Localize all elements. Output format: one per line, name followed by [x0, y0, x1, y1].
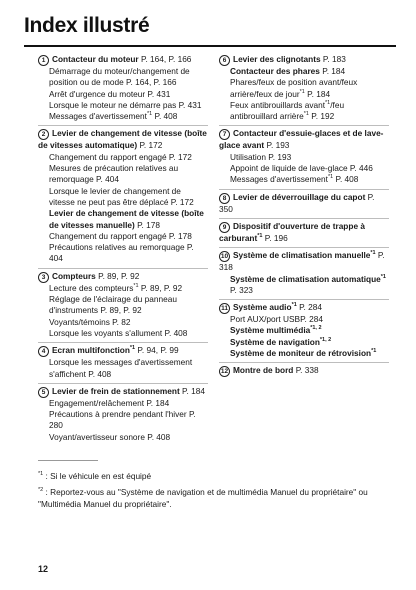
footnote-mark: *2: [38, 487, 44, 494]
footnote-text: : Si le véhicule en est équipé: [43, 471, 152, 481]
index-section-6: [219, 54, 389, 122]
entry-label: Lorsque le moteur ne démarre pas P. 431: [49, 99, 202, 110]
entry-label: Contacteur du moteur: [52, 54, 139, 64]
index-entry: [219, 337, 389, 348]
index-entry: [38, 283, 208, 294]
index-entry: [38, 89, 208, 100]
entry-label: Port AUX/port USBP. 284: [230, 314, 324, 325]
section-number-badge: 2: [38, 129, 49, 140]
footnote-mark: *1: [146, 111, 153, 118]
page-reference: P. 323: [230, 284, 253, 295]
page-reference: P. 350: [219, 191, 375, 214]
entry-label: Messages d'avertissement: [230, 174, 328, 185]
entry-label: Lorsque les messages d'avertissement s'affichent P. 408: [49, 357, 193, 379]
page-reference: /feu antibrouillard arrière: [230, 99, 345, 122]
entry-label: Ecran multifonction: [52, 345, 130, 356]
section-heading: [219, 128, 389, 151]
index-right-column: [219, 54, 389, 380]
page-reference: P. 184: [319, 66, 346, 76]
index-entry: [219, 152, 389, 163]
page-reference: P. 408: [152, 111, 178, 122]
footnote: [38, 487, 388, 510]
index-entry: [38, 398, 208, 409]
entry-label: Contacteur des phares: [230, 66, 320, 76]
section-heading: [38, 345, 208, 357]
page-reference: P. 164, P. 166: [138, 54, 192, 64]
page-reference: P. 94, P. 99: [135, 345, 179, 356]
index-entry: [219, 348, 389, 359]
index-entry: [38, 328, 208, 339]
footnote-mark: *1: [370, 250, 376, 257]
section-heading: [219, 54, 389, 66]
section-heading: [219, 365, 389, 377]
entry-label: Changement du rapport engagé P. 178: [49, 230, 192, 241]
section-number-badge: 5: [38, 387, 49, 398]
index-section-9: [219, 218, 389, 244]
index-entry: [219, 66, 389, 77]
entry-label: Lecture des compteurs: [49, 282, 134, 293]
section-heading: [219, 192, 389, 215]
index-entry: [38, 432, 208, 443]
page-reference: P. 193: [264, 140, 290, 151]
section-number-badge: 8: [219, 193, 230, 204]
entry-label: Levier de changement de vitesse (boîte de vitesses automatique): [38, 128, 207, 151]
footnote-mark: *1: [380, 273, 386, 280]
entry-label: Système audio: [233, 302, 292, 313]
section-number-badge: 11: [219, 303, 230, 314]
footnote-mark: *1: [291, 302, 297, 309]
entry-label: Changement du rapport engagé P. 172: [49, 151, 192, 162]
entry-label: Levier de déverrouillage du capot: [233, 191, 366, 202]
page-reference: P. 89, P. 92: [95, 270, 140, 281]
index-section-3: [38, 268, 208, 339]
index-entry: [219, 77, 389, 100]
footnote-mark: *1: [38, 471, 44, 478]
index-entry: [38, 208, 208, 231]
section-number-badge: 7: [219, 129, 230, 140]
entry-label: Système de moniteur de rétrovision: [230, 348, 372, 359]
index-entry: [38, 100, 208, 111]
entry-label: Arrêt d'urgence du moteur P. 431: [49, 88, 171, 99]
page-reference: P. 318: [219, 250, 385, 273]
title-divider: [24, 45, 396, 47]
index-left-column: [38, 54, 208, 446]
page-reference: P. 178: [134, 219, 161, 230]
footnotes: [38, 471, 388, 515]
section-heading: [38, 128, 208, 151]
entry-label: Phares/feux de position avant/feux arrière/feux de jour: [230, 77, 358, 99]
page-reference: P. 89, P. 92: [138, 282, 183, 293]
footnote-mark: *1: [129, 345, 136, 352]
entry-label: Réglage de l'éclairage du panneau d'instruments P. 89, P. 92: [49, 294, 177, 316]
index-entry: [219, 163, 389, 174]
index-entry: [38, 152, 208, 163]
entry-label: Voyants/témoins P. 82: [49, 316, 131, 327]
page-title: Index illustré: [24, 14, 150, 37]
index-entry: [219, 174, 389, 185]
section-heading: [219, 221, 389, 244]
index-entry: [38, 317, 208, 328]
page-reference: P. 284: [296, 302, 322, 313]
footnote-mark: *1, 2: [319, 336, 332, 343]
footnote-mark: *1: [303, 111, 309, 118]
index-section-7: [219, 125, 389, 185]
entry-label: Système de climatisation manuelle: [233, 250, 371, 261]
entry-label: Lorsque le levier de changement de vitesse ne peut pas être déplacé P. 172: [49, 185, 194, 207]
footnote-mark: *1: [299, 88, 305, 95]
page-number: 12: [38, 564, 49, 574]
entry-label: Contacteur d'essuie-glaces et de lave-glace avant: [219, 128, 384, 151]
index-entry: [38, 66, 208, 89]
footnote-mark: *1: [133, 282, 139, 289]
entry-label: Système de navigation: [230, 336, 320, 347]
index-entry: [38, 111, 208, 122]
entry-label: Feux antibrouillards avant: [230, 99, 326, 110]
section-heading: [219, 302, 389, 314]
entry-label: Appoint de liquide de lave-glace P. 446: [230, 163, 373, 174]
footnote-mark: *1: [327, 174, 334, 181]
section-heading: [38, 271, 208, 283]
entry-label: Précautions relatives au remorquage P. 404: [49, 242, 194, 264]
index-entry: [38, 409, 208, 432]
entry-label: Compteurs: [52, 270, 96, 281]
section-number-badge: 6: [219, 55, 230, 66]
section-number-badge: 9: [219, 222, 230, 233]
page-reference: P. 192: [309, 111, 335, 122]
entry-label: Voyant/avertisseur sonore P. 408: [49, 431, 171, 442]
entry-label: Engagement/relâchement P. 184: [49, 397, 170, 408]
footnote-mark: *1: [325, 100, 331, 107]
section-heading: [219, 250, 389, 273]
page-reference: P. 184: [304, 88, 331, 99]
entry-label: Lorsque les voyants s'allument P. 408: [49, 327, 188, 338]
section-number-badge: 4: [38, 346, 49, 357]
index-section-1: [38, 54, 208, 122]
footnote-mark: *1: [371, 348, 377, 355]
index-entry: [38, 357, 208, 380]
index-section-5: [38, 383, 208, 443]
entry-label: Précautions à prendre pendant l'hiver P. 280: [49, 409, 196, 431]
page-reference: P. 338: [293, 365, 319, 376]
entry-label: Système de climatisation automatique: [230, 273, 381, 284]
footnote-divider: [38, 460, 98, 461]
index-section-10: [219, 247, 389, 296]
section-heading: [38, 386, 208, 398]
entry-label: Dispositif d'ouverture de trappe à carburant: [219, 220, 365, 243]
index-section-12: [219, 362, 389, 377]
entry-label: Levier des clignotants: [233, 54, 321, 64]
footnote-mark: *1, 2: [310, 325, 322, 332]
index-entry: [38, 186, 208, 209]
entry-label: Levier de changement de vitesse (boîte de vitesses manuelle): [49, 208, 204, 230]
index-section-8: [219, 189, 389, 215]
entry-label: Levier de frein de stationnement: [52, 385, 180, 396]
page-reference: P. 184: [179, 385, 205, 396]
entry-label: Système multimédia: [230, 325, 311, 336]
section-number-badge: 10: [220, 253, 229, 261]
entry-label: Montre de bord: [233, 365, 294, 376]
footnote: [38, 471, 388, 482]
page-reference: P. 196: [262, 232, 288, 243]
page-reference: P. 172: [137, 140, 163, 151]
page-reference: P. 183: [320, 54, 346, 64]
index-entry: [219, 325, 389, 336]
footnote-text: : Reportez-vous au "Système de navigation et de multimédia Manuel du propriétaire" ou "Multimédia Manuel du propriétaire".: [38, 487, 368, 509]
index-entry: [219, 314, 389, 325]
index-section-11: [219, 299, 389, 359]
index-section-4: [38, 342, 208, 380]
index-entry: [38, 242, 208, 265]
page-reference: P. 408: [333, 174, 359, 185]
index-entry: [38, 294, 208, 317]
section-number-badge: 1: [38, 55, 49, 66]
index-entry: [219, 274, 389, 297]
index-entry: [38, 163, 208, 186]
entry-label: Utilisation P. 193: [230, 151, 292, 162]
footnote-mark: *1: [257, 233, 263, 240]
entry-label: Démarrage du moteur/changement de position ou de mode P. 164, P. 166: [49, 66, 190, 88]
index-section-2: [38, 125, 208, 264]
index-entry: [38, 231, 208, 242]
entry-label: Messages d'avertissement: [49, 111, 147, 122]
section-number-badge: 3: [38, 272, 49, 283]
section-heading: [38, 54, 208, 66]
section-number-badge: 12: [220, 368, 229, 376]
entry-label: Mesures de précaution relatives au remorquage P. 404: [49, 163, 179, 185]
index-entry: [219, 100, 389, 123]
